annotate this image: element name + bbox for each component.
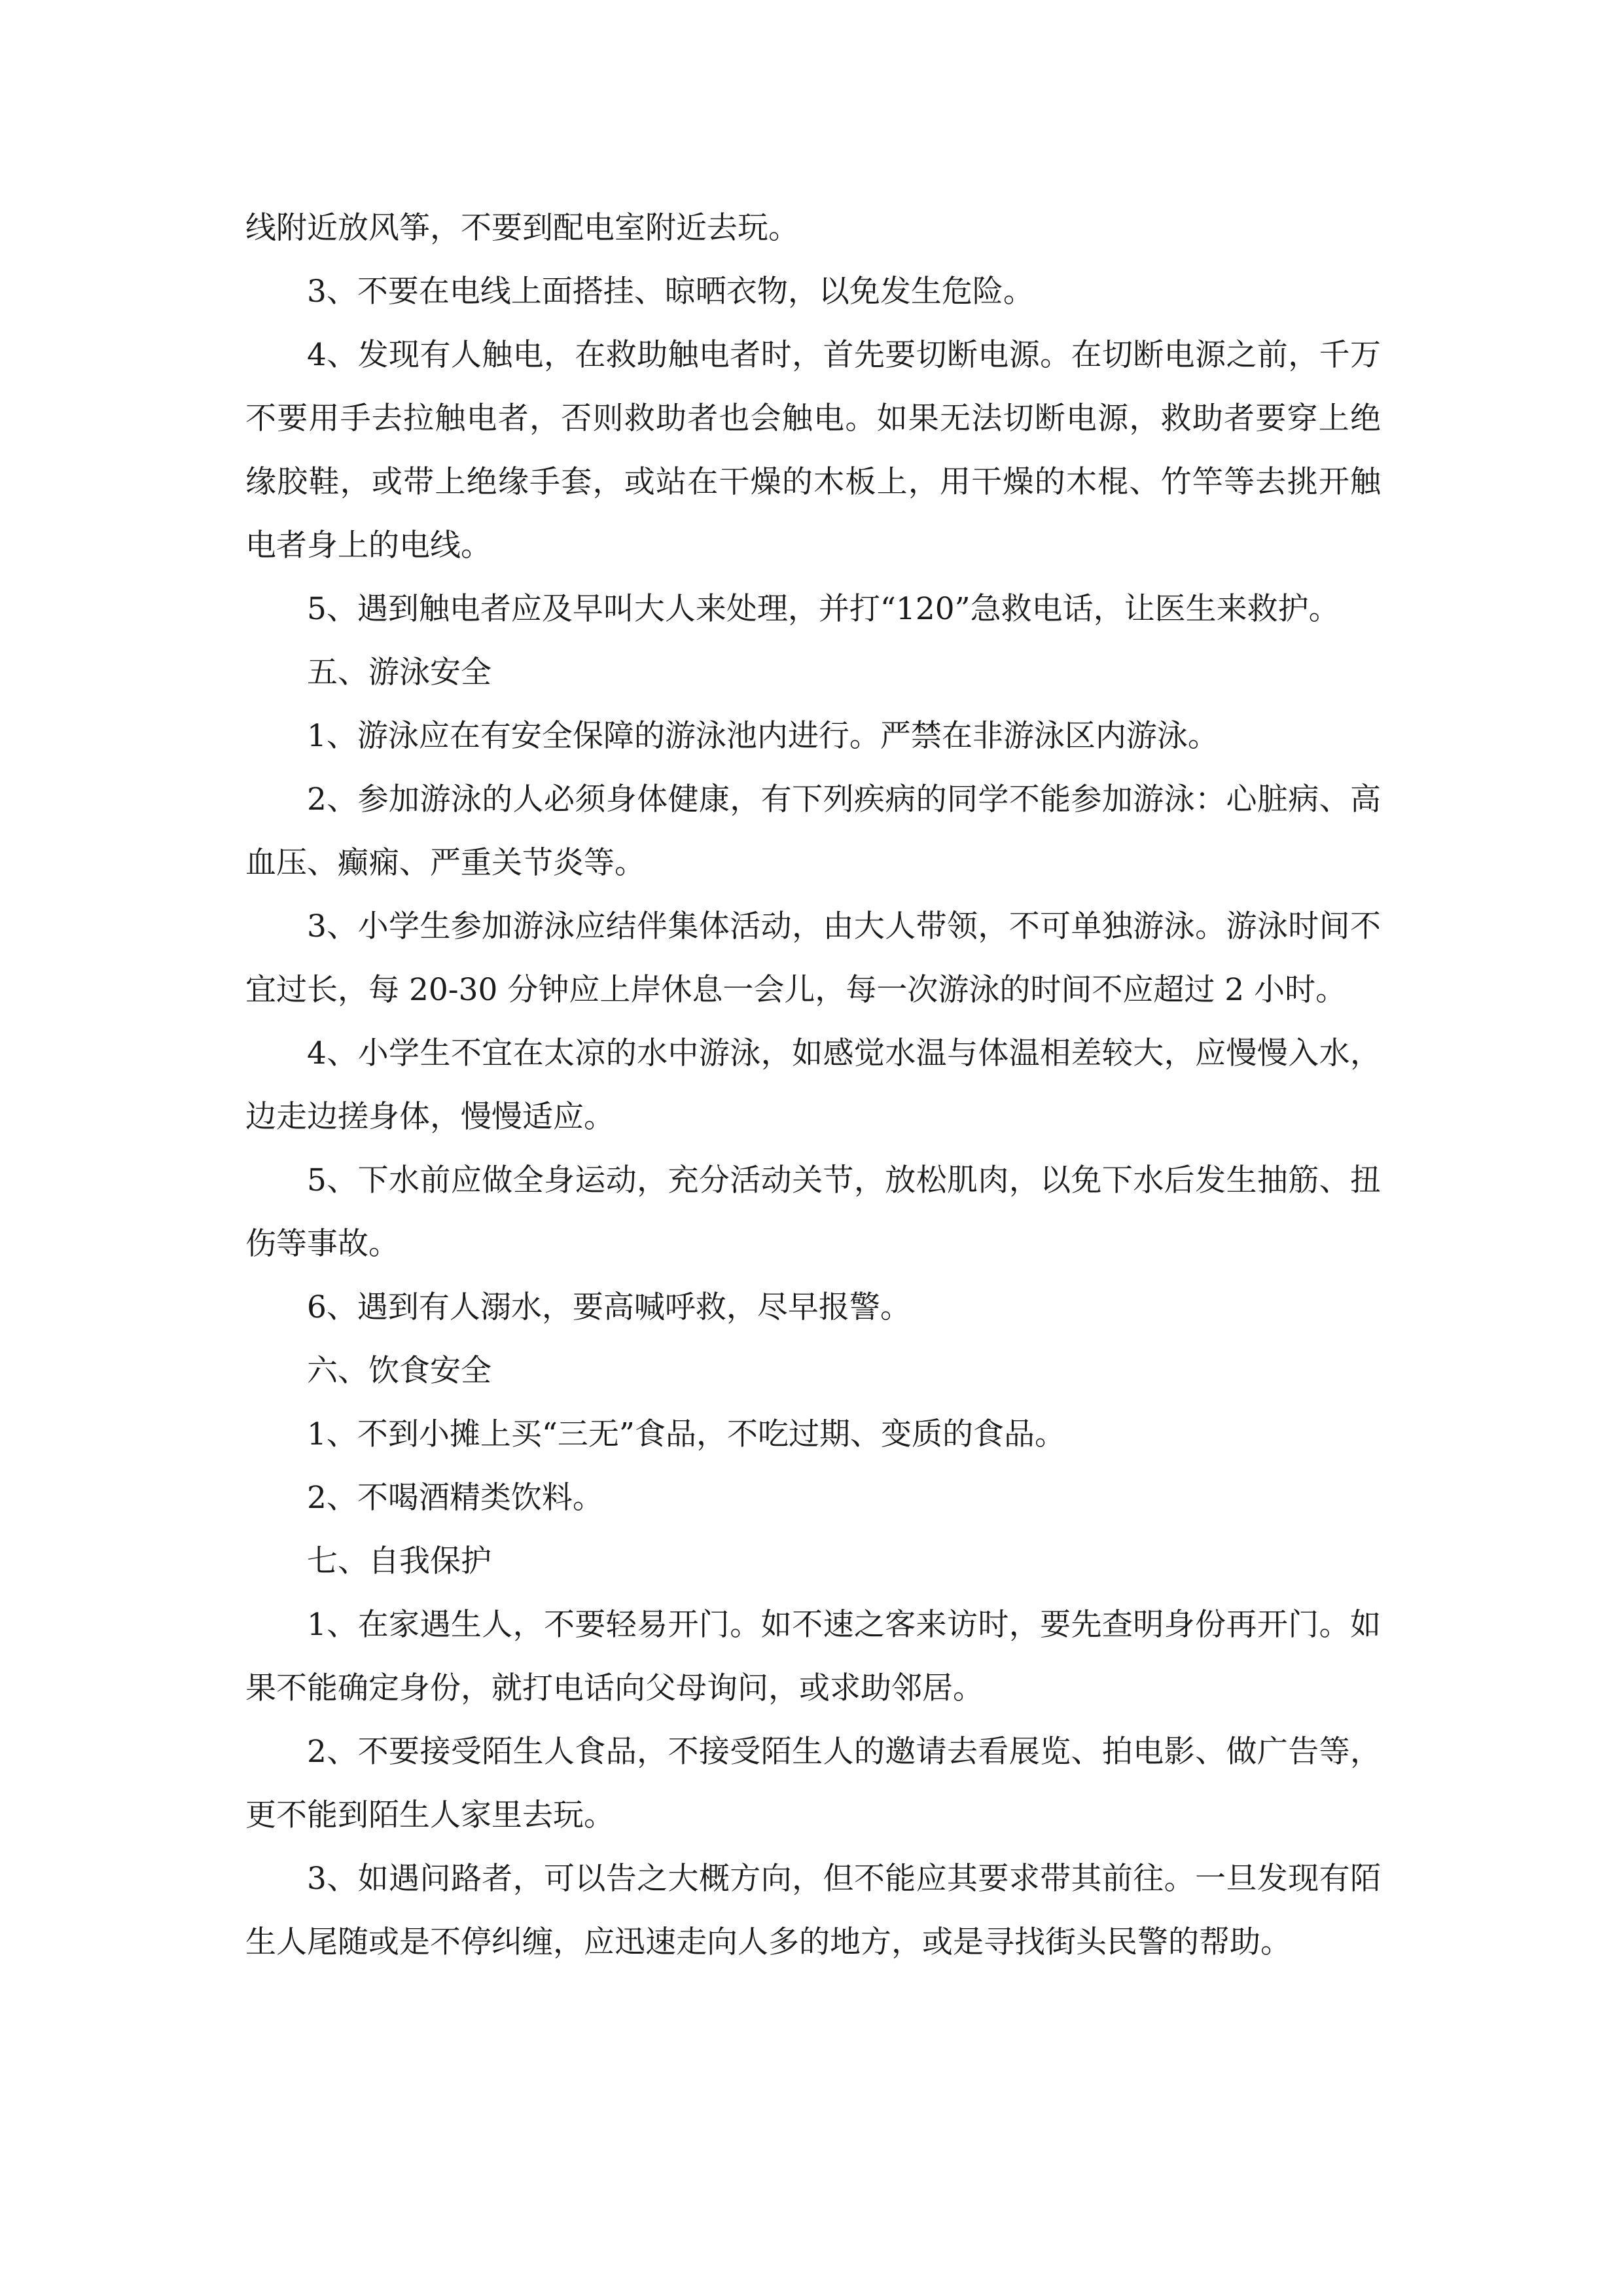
section-heading-self-protection: 七、自我保护	[307, 1543, 491, 1579]
paragraph-item: 4、发现有人触电，在救助触电者时，首先要切断电源。在切断电源之前，千万不要用手去拉触电者，否则救助者也会触电。如果无法切断电源，救助者要穿上绝缘胶鞋，或带上绝缘手套，或站在干燥的木板上，用干燥的木棍、竹竿等去挑开触电者身上的电线。	[245, 337, 1381, 564]
paragraph-item: 2、不喝酒精类饮料。	[307, 1480, 603, 1516]
document-body	[245, 196, 1381, 1974]
paragraph-item: 1、不到小摊上买“三无”食品，不吃过期、变质的食品。	[307, 1416, 1065, 1452]
paragraph-item: 5、下水前应做全身运动，充分活动关节，放松肌肉，以免下水后发生抽筋、扭伤等事故。	[245, 1162, 1381, 1262]
paragraph-item: 3、小学生参加游泳应结伴集体活动，由大人带领，不可单独游泳。游泳时间不宜过长，每 20-30 分钟应上岸休息一会儿，每一次游泳的时间不应超过 2 小时。	[245, 908, 1381, 1008]
section-heading-food-safety: 六、饮食安全	[307, 1353, 491, 1389]
paragraph-item: 5、遇到触电者应及早叫大人来处理，并打“120”急救电话，让医生来救护。	[307, 591, 1340, 627]
paragraph-item: 1、在家遇生人，不要轻易开门。如不速之客来访时，要先查明身份再开门。如果不能确定身份，就打电话向父母询问，或求助邻居。	[245, 1607, 1381, 1706]
paragraph-item: 1、游泳应在有安全保障的游泳池内进行。严禁在非游泳区内游泳。	[307, 718, 1219, 754]
paragraph-item: 3、不要在电线上面搭挂、晾晒衣物，以免发生危险。	[307, 274, 1034, 310]
paragraph-item: 3、如遇问路者，可以告之大概方向，但不能应其要求带其前往。一旦发现有陌生人尾随或是不停纠缠，应迅速走向人多的地方，或是寻找街头民警的帮助。	[245, 1861, 1381, 1960]
section-heading-swimming-safety: 五、游泳安全	[307, 655, 491, 691]
paragraph-item: 2、参加游泳的人必须身体健康，有下列疾病的同学不能参加游泳：心脏病、高血压、癫痫、严重关节炎等。	[245, 781, 1381, 881]
paragraph-item: 4、小学生不宜在太凉的水中游泳，如感觉水温与体温相差较大，应慢慢入水，边走边搓身体，慢慢适应。	[245, 1035, 1381, 1135]
paragraph-item: 2、不要接受陌生人食品，不接受陌生人的邀请去看展览、拍电影、做广告等，更不能到陌生人家里去玩。	[245, 1734, 1381, 1833]
paragraph-continuation: 线附近放风筝，不要到配电室附近去玩。	[245, 210, 799, 246]
paragraph-item: 6、遇到有人溺水，要高喊呼救，尽早报警。	[307, 1289, 911, 1325]
